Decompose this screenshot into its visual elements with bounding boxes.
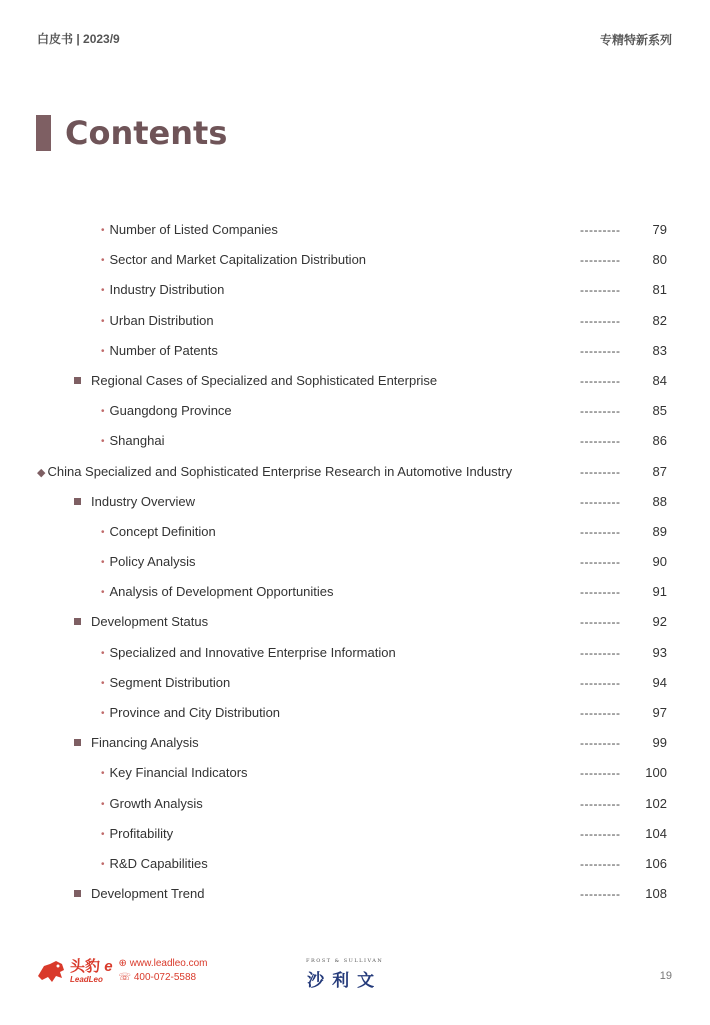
toc-page-number: 102 xyxy=(645,795,667,811)
toc-leader: --------- xyxy=(580,766,621,781)
toc-page-number: 91 xyxy=(652,584,667,600)
toc-entry[interactable] xyxy=(0,457,710,487)
toc-leader: --------- xyxy=(580,253,621,268)
leadleo-e: e xyxy=(104,957,113,975)
toc-page-number: 89 xyxy=(652,523,667,539)
toc-page-number: 99 xyxy=(652,735,667,751)
toc-entry[interactable] xyxy=(0,517,710,547)
toc-leader: --------- xyxy=(580,887,621,902)
dot-bullet-icon: • xyxy=(101,255,105,267)
toc-page-number: 108 xyxy=(645,886,667,902)
toc-leader: --------- xyxy=(580,796,621,811)
toc-entry-label: Industry Distribution xyxy=(109,282,225,298)
toc-entry[interactable] xyxy=(0,758,710,788)
toc-leader: --------- xyxy=(580,645,621,660)
frost-sullivan-en: FROST & SULLIVAN xyxy=(306,958,384,964)
toc-page-number: 80 xyxy=(652,252,667,268)
square-bullet-icon xyxy=(74,498,81,505)
toc-page-number: 100 xyxy=(645,765,667,781)
toc-page-number: 86 xyxy=(652,433,667,449)
toc-entry[interactable] xyxy=(0,607,710,637)
toc-leader: --------- xyxy=(580,736,621,751)
toc-leader: --------- xyxy=(580,615,621,630)
toc-entry[interactable] xyxy=(0,849,710,879)
toc-entry-label: Key Financial Indicators xyxy=(109,765,248,781)
website-link[interactable]: www.leadleo.com xyxy=(129,958,208,969)
toc-entry-label: Number of Listed Companies xyxy=(109,222,278,237)
contents-heading xyxy=(36,114,227,152)
toc-page-number: 88 xyxy=(652,493,667,509)
page-number: 19 xyxy=(659,970,672,982)
dot-bullet-icon: • xyxy=(101,285,105,297)
toc-entry[interactable] xyxy=(0,789,710,819)
page-title: Contents xyxy=(65,114,228,152)
toc-entry-label: Province and City Distribution xyxy=(109,705,281,720)
leadleo-en: LeadLeo xyxy=(70,974,103,984)
toc-leader: --------- xyxy=(580,555,621,570)
toc-entry-label: R&D Capabilities xyxy=(109,855,208,871)
toc-entry-label: Development Trend xyxy=(91,886,205,902)
toc-entry-label: Number of Patents xyxy=(109,342,218,358)
dot-bullet-icon: • xyxy=(101,345,105,357)
toc-entry-label: Profitability xyxy=(109,825,174,841)
toc-entry-label: Financing Analysis xyxy=(91,735,199,751)
dot-bullet-icon: • xyxy=(101,798,105,810)
phone-number: 400-072-5588 xyxy=(133,972,197,983)
toc-page-number: 85 xyxy=(652,403,667,419)
square-bullet-icon xyxy=(74,377,81,384)
toc-page-number: 82 xyxy=(652,312,667,328)
toc-page-number: 87 xyxy=(652,463,667,479)
diamond-bullet-icon: ◆ xyxy=(37,466,46,479)
toc-leader: --------- xyxy=(580,223,621,237)
dot-bullet-icon: • xyxy=(101,315,105,327)
toc-entry-label: Regional Cases of Specialized and Sophisticated Enterprise xyxy=(91,372,438,388)
dot-bullet-icon: • xyxy=(101,677,105,689)
toc-page-number: 106 xyxy=(645,855,667,871)
toc-page-number: 104 xyxy=(645,825,667,841)
phone-icon: ☏ xyxy=(118,972,132,983)
leopard-icon xyxy=(36,958,66,984)
toc-leader: --------- xyxy=(580,585,621,600)
toc-leader: --------- xyxy=(580,675,621,690)
toc-entry-label: Shanghai xyxy=(109,433,165,449)
toc-entry-label: China Specialized and Sophisticated Enterprise Research in Automotive Industry xyxy=(47,463,513,479)
toc-entry[interactable] xyxy=(0,306,710,336)
toc-entry-label: Development Status xyxy=(91,614,209,630)
toc-leader: --------- xyxy=(580,373,621,388)
toc-leader: --------- xyxy=(580,343,621,358)
footer xyxy=(0,955,710,995)
leadleo-logo xyxy=(36,957,208,985)
toc-entry[interactable] xyxy=(0,879,710,909)
toc-page-number: 83 xyxy=(652,342,667,358)
toc-entry[interactable] xyxy=(0,215,710,245)
toc-entry[interactable] xyxy=(0,426,710,456)
toc-entry[interactable] xyxy=(0,668,710,698)
toc-leader: --------- xyxy=(580,464,621,479)
toc-entry[interactable] xyxy=(0,638,710,668)
toc-leader: --------- xyxy=(580,826,621,841)
toc-entry-label: Sector and Market Capitalization Distribution xyxy=(109,252,367,268)
toc-entry[interactable] xyxy=(0,336,710,366)
header-left: 白皮书 | 2023/9 xyxy=(37,32,120,46)
toc-leader: --------- xyxy=(580,706,621,720)
toc-entry-label: Concept Definition xyxy=(109,523,216,539)
dot-bullet-icon: • xyxy=(101,828,105,840)
toc-entry[interactable] xyxy=(0,547,710,577)
dot-bullet-icon: • xyxy=(101,526,105,538)
toc-entry-label: Industry Overview xyxy=(91,493,196,509)
toc-entry[interactable] xyxy=(0,819,710,849)
toc-entry[interactable] xyxy=(0,396,710,426)
dot-bullet-icon: • xyxy=(101,768,105,780)
dot-bullet-icon: • xyxy=(101,858,105,870)
toc-entry-label: Segment Distribution xyxy=(109,674,231,690)
title-accent-bar xyxy=(36,115,51,151)
dot-bullet-icon: • xyxy=(101,436,105,448)
toc-entry[interactable] xyxy=(0,245,710,275)
toc-page-number: 90 xyxy=(652,554,667,570)
square-bullet-icon xyxy=(74,739,81,746)
toc-page-number: 79 xyxy=(652,222,667,237)
dot-bullet-icon: • xyxy=(101,225,105,236)
dot-bullet-icon: • xyxy=(101,647,105,659)
toc-entry-label: Specialized and Innovative Enterprise Information xyxy=(109,644,396,660)
toc-entry[interactable] xyxy=(0,728,710,758)
square-bullet-icon xyxy=(74,618,81,625)
toc-leader: --------- xyxy=(580,283,621,298)
header-right: 专精特新系列 xyxy=(599,33,672,47)
toc-page-number: 97 xyxy=(652,705,667,720)
globe-icon: ⊕ xyxy=(118,958,127,969)
toc-leader: --------- xyxy=(580,313,621,328)
toc-entry-label: Guangdong Province xyxy=(109,403,232,419)
frost-sullivan-cn: 沙利文 xyxy=(307,971,383,990)
toc-leader: --------- xyxy=(580,404,621,419)
square-bullet-icon xyxy=(74,890,81,897)
dot-bullet-icon: • xyxy=(101,406,105,418)
dot-bullet-icon: • xyxy=(101,587,105,599)
toc-entry[interactable] xyxy=(0,698,710,728)
toc-leader: --------- xyxy=(580,494,621,509)
toc-entry-label: Policy Analysis xyxy=(109,554,196,570)
toc-entry-label: Analysis of Development Opportunities xyxy=(109,584,334,600)
toc-page-number: 81 xyxy=(652,282,667,298)
toc-entry[interactable] xyxy=(0,577,710,607)
toc-leader: --------- xyxy=(580,524,621,539)
dot-bullet-icon: • xyxy=(101,557,105,569)
toc-entry[interactable] xyxy=(0,487,710,517)
toc-entry[interactable] xyxy=(0,275,710,305)
leadleo-cn: 头豹 xyxy=(70,957,101,975)
toc-leader: --------- xyxy=(580,856,621,871)
table-of-contents xyxy=(0,215,710,909)
toc-entry-label: Growth Analysis xyxy=(109,795,203,811)
toc-page-number: 84 xyxy=(652,372,667,388)
toc-entry-label: Urban Distribution xyxy=(109,312,214,328)
toc-entry[interactable] xyxy=(0,366,710,396)
toc-page-number: 92 xyxy=(652,614,667,630)
toc-page-number: 94 xyxy=(652,674,667,690)
toc-leader: --------- xyxy=(580,434,621,449)
toc-page-number: 93 xyxy=(652,644,667,660)
frost-sullivan-logo xyxy=(306,958,383,991)
dot-bullet-icon: • xyxy=(101,708,105,719)
